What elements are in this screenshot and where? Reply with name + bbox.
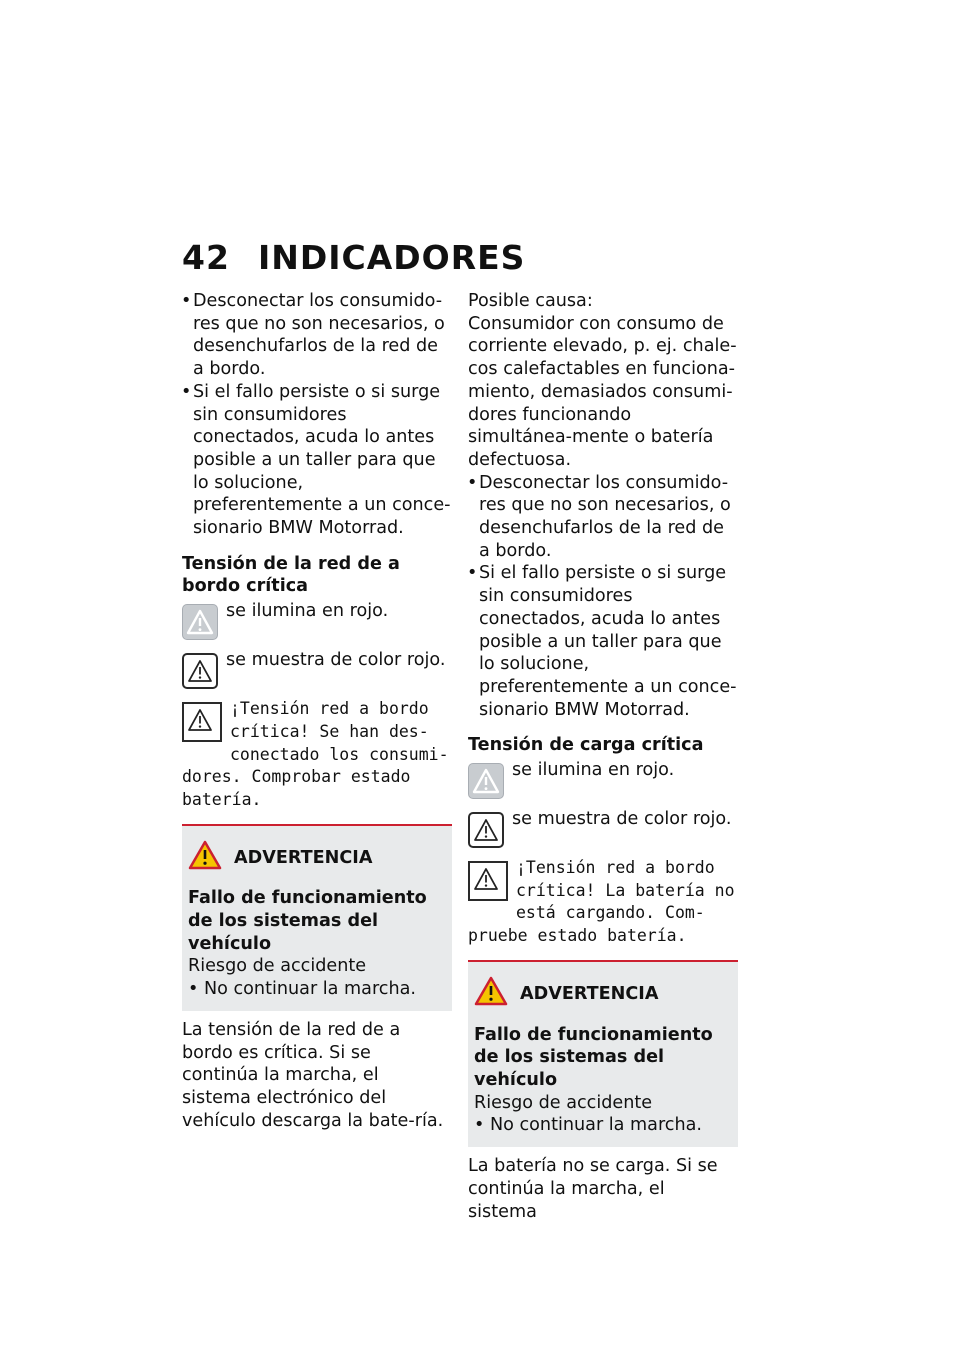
page-header bbox=[182, 238, 525, 277]
warning-title: ADVERTENCIA bbox=[520, 983, 659, 1004]
warning-subject: Fallo de funcionamiento de los sistemas del vehículo bbox=[188, 888, 427, 954]
warning-box bbox=[468, 960, 738, 1147]
warning-triangle-icon bbox=[182, 653, 218, 689]
display-message bbox=[182, 698, 452, 812]
warning-subject: Fallo de funcionamiento de los sistemas del vehículo bbox=[474, 1024, 713, 1090]
display-message-text: ¡Tensión red a bordo crítica! La batería no está cargando. Com-pruebe estado batería. bbox=[468, 858, 735, 946]
hazard-triangle-icon bbox=[188, 840, 222, 877]
page-number: 42 bbox=[182, 238, 230, 277]
warning-title: ADVERTENCIA bbox=[234, 847, 373, 868]
warning-triangle-icon bbox=[182, 702, 222, 742]
warning-triangle-icon bbox=[468, 861, 508, 901]
list-item: • Si el fallo persiste o si surge sin consumidores conectados, acuda lo antes posible a un taller para que lo solucione, preferentemente a un conce-sionario BMW Motorrad. bbox=[182, 381, 452, 540]
warning-triangle-icon bbox=[468, 812, 504, 848]
hazard-triangle-icon bbox=[474, 976, 508, 1013]
indicator-shown-row bbox=[182, 649, 452, 689]
indicator-shown-text: se muestra de color rojo. bbox=[512, 809, 732, 830]
display-message-text: ¡Tensión red a bordo crítica! Se han des-conectado los consumi-dores. Comprobar estado batería. bbox=[182, 699, 449, 809]
section-heading: Tensión de la red de a bordo crítica bbox=[182, 553, 400, 597]
indicator-lit-text: se ilumina en rojo. bbox=[512, 760, 675, 781]
list-item: • Si el fallo persiste o si surge sin consumidores conectados, acuda lo antes posible a un taller para que lo solucione, preferentemente a un conce-sionario BMW Motorrad. bbox=[468, 562, 738, 721]
left-column bbox=[182, 290, 452, 1132]
list-item: • Desconectar los consumido-res que no son necesarios, o desenchufarlos de la red de a bordo. bbox=[182, 290, 452, 381]
section-heading: Tensión de carga crítica bbox=[468, 735, 704, 756]
warning-triangle-icon bbox=[182, 604, 218, 640]
list-item: • Desconectar los consumido-res que no son necesarios, o desenchufarlos de la red de a bordo. bbox=[468, 472, 738, 563]
warning-action: • No continuar la marcha. bbox=[188, 979, 416, 1000]
right-column bbox=[468, 290, 738, 1223]
warning-risk: Riesgo de accidente bbox=[474, 1092, 653, 1113]
indicator-lit-row bbox=[468, 759, 738, 799]
warning-triangle-icon bbox=[468, 763, 504, 799]
page-title: INDICADORES bbox=[257, 238, 526, 277]
indicator-lit-row bbox=[182, 600, 452, 640]
indicator-shown-row bbox=[468, 808, 738, 848]
body-paragraph: La tensión de la red de a bordo es crítica. Si se continúa la marcha, el sistema electrónico del vehículo descarga la bate-ría. bbox=[182, 1019, 444, 1131]
warning-header bbox=[474, 976, 732, 1013]
indicator-shown-text: se muestra de color rojo. bbox=[226, 650, 446, 671]
cause-label: Posible causa: bbox=[468, 291, 593, 311]
indicator-lit-text: se ilumina en rojo. bbox=[226, 601, 389, 622]
warning-risk: Riesgo de accidente bbox=[188, 956, 367, 977]
body-paragraph: La batería no se carga. Si se continúa la marcha, el sistema bbox=[468, 1156, 718, 1222]
warning-header bbox=[188, 840, 446, 877]
cause-text: Consumidor con consumo de corriente elevado, p. ej. chale-cos calefactables en funciona-miento, demasiados consumi-dores funcionando simultánea-mente o batería defectuosa. bbox=[468, 313, 737, 470]
warning-action: • No continuar la marcha. bbox=[474, 1115, 702, 1136]
warning-box bbox=[182, 824, 452, 1011]
display-message bbox=[468, 857, 738, 948]
